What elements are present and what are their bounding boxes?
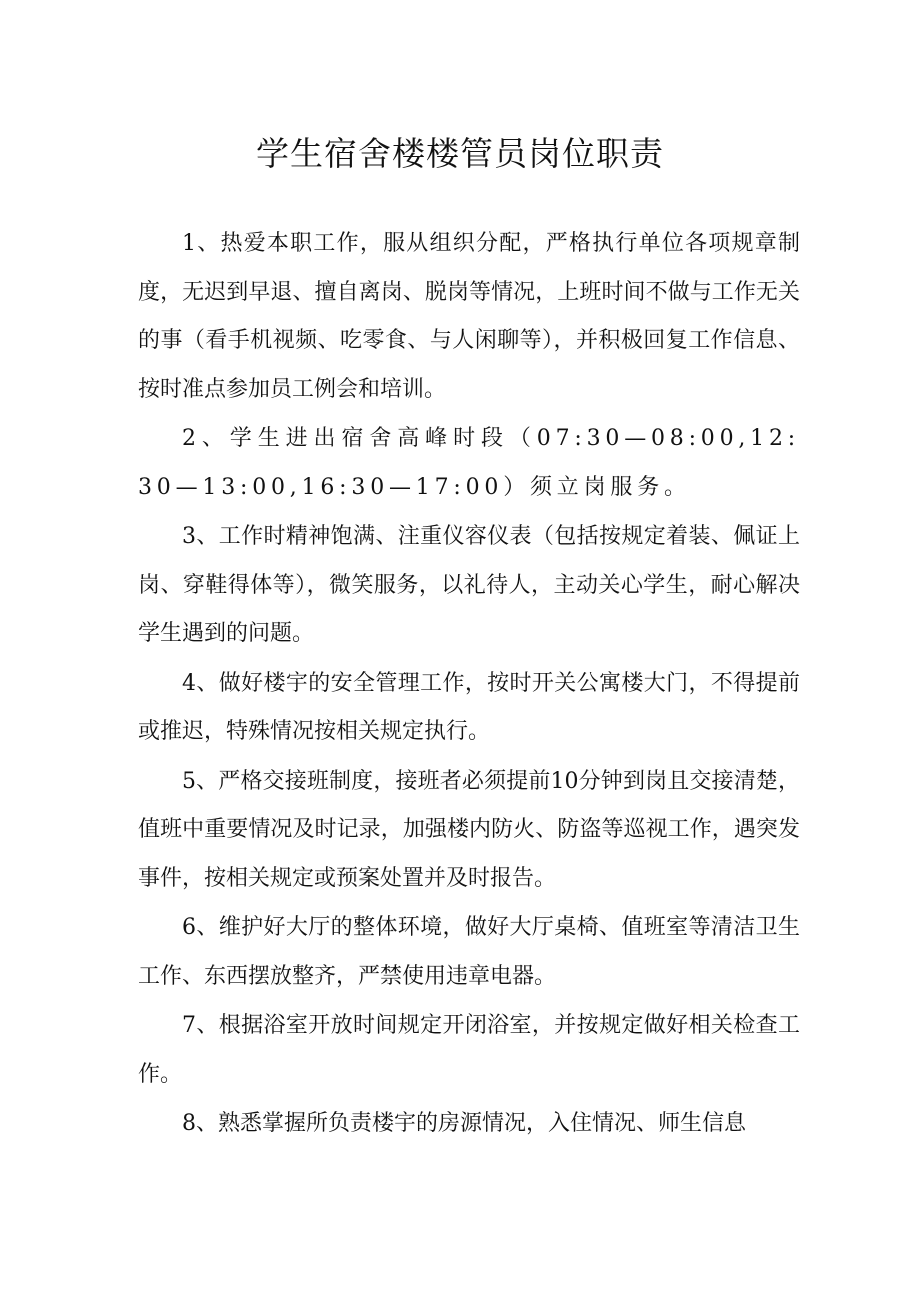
paragraph-4: 4、做好楼宇的安全管理工作，按时开关公寓楼大门，不得提前或推迟，特殊情况按相关规定执行。	[138, 670, 800, 744]
paragraph-2: 2、学生进出宿舍高峰时段（07:30—08:00,12:30—13:00,16:30—17:00）须立岗服务。	[138, 426, 800, 500]
document-title: 学生宿舍楼楼管员岗位职责	[256, 134, 664, 173]
paragraph-5: 5、严格交接班制度，接班者必须提前10分钟到岗且交接清楚，值班中重要情况及时记录，加强楼内防火、防盗等巡视工作，遇突发事件，按相关规定或预案处置并及时报告。	[138, 768, 800, 891]
paragraph-3: 3、工作时精神饱满、注重仪容仪表（包括按规定着装、佩证上岗、穿鞋得体等），微笑服务，以礼待人，主动关心学生，耐心解决学生遇到的问题。	[138, 524, 800, 646]
paragraph-7: 7、根据浴室开放时间规定开闭浴室，并按规定做好相关检查工作。	[138, 1013, 800, 1087]
paragraph-8: 8、熟悉掌握所负责楼宇的房源情况，入住情况、师生信息	[182, 1111, 746, 1136]
paragraph-6: 6、维护好大厅的整体环境，做好大厅桌椅、值班室等清洁卫生工作、东西摆放整齐，严禁使用违章电器。	[138, 915, 800, 989]
paragraph-1: 1、热爱本职工作，服从组织分配，严格执行单位各项规章制度，无迟到早退、擅自离岗、脱岗等情况，上班时间不做与工作无关的事（看手机视频、吃零食、与人闲聊等），并积极回复工作信息、按时准点参加员工例会和培训。	[138, 231, 800, 402]
document-body	[138, 220, 800, 1150]
